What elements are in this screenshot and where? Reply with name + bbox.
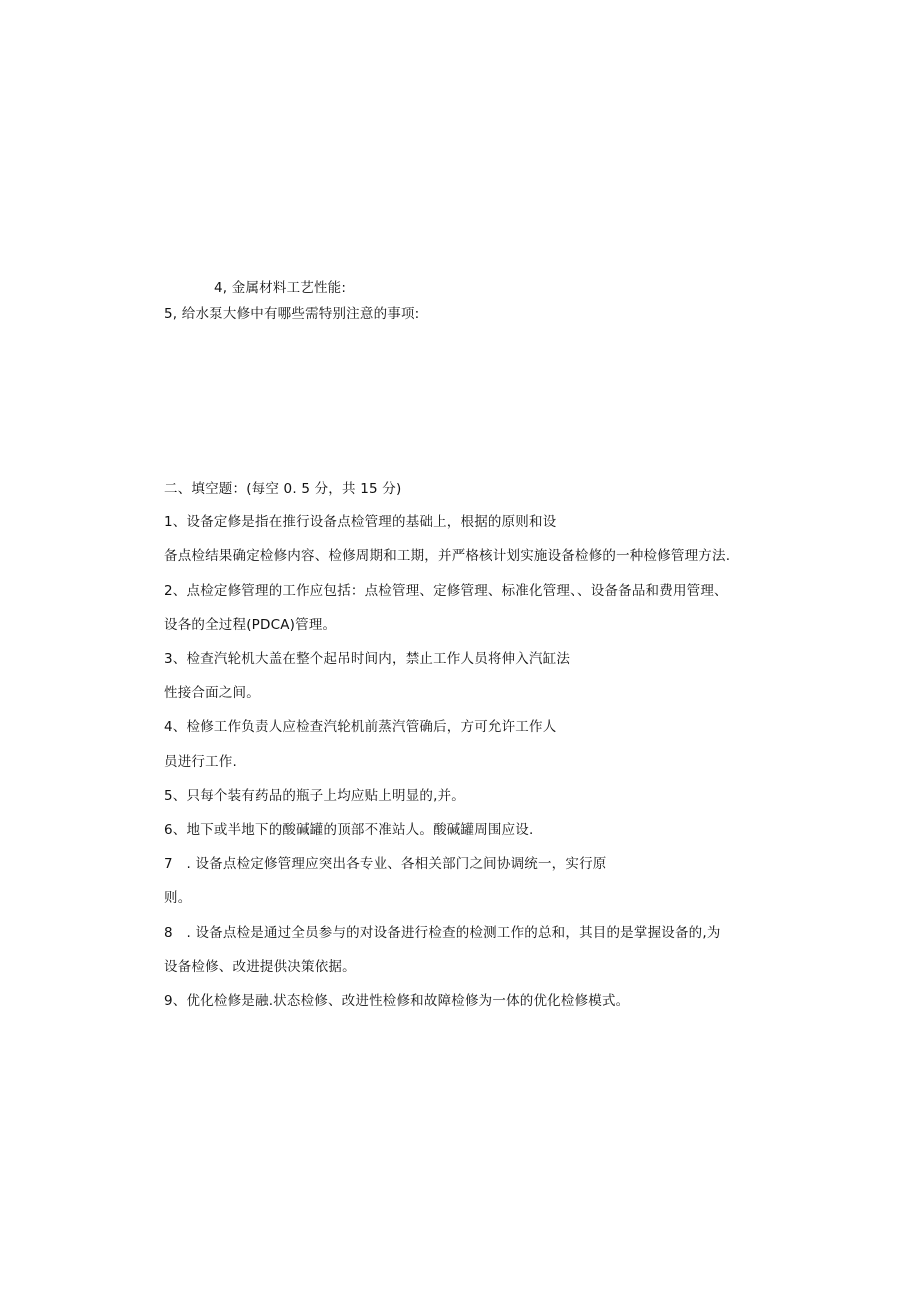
fill-blank-line: 设备检修、改进提供决策依据。 [164, 959, 356, 975]
fill-blank-line: 9、优化检修是融.状态检修、改进性检修和故障检修为一体的优化检修模式。 [164, 993, 630, 1009]
fill-blank-line: 设各的全过程(PDCA)管理。 [164, 617, 337, 633]
fill-blank-line: 2、点检定修管理的工作应包括：点检管理、定修管理、标准化管理、、设备备品和费用管理、 [164, 583, 728, 599]
fill-blank-line: 5、只每个装有药品的瓶子上均应贴上明显的,并。 [164, 788, 465, 804]
section-two-heading: 二、填空题：(每空 0. 5 分，共 15 分) [164, 481, 402, 497]
fill-blank-line: 8 . 设备点检是通过全员参与的对设备进行检查的检测工作的总和，其目的是掌握设备的,为 [164, 925, 721, 941]
fill-blank-line: 则。 [164, 890, 192, 906]
fill-blank-line: 7 . 设备点检定修管理应突出各专业、各相关部门之间协调统一，实行原 [164, 856, 607, 872]
fill-blank-line: 性接合面之间。 [164, 685, 260, 701]
fill-blank-line: 6、地下或半地下的酸碱罐的顶部不准站人。酸碱罐周围应设. [164, 822, 534, 838]
question-5-text: 5, 给水泵大修中有哪些需特别注意的事项: [164, 306, 420, 322]
question-4-text: 4, 金属材料工艺性能: [214, 280, 347, 296]
fill-blank-line: 员进行工作. [164, 754, 237, 770]
fill-blank-line: 1、设备定修是指在推行设备点检管理的基础上，根据的原则和设 [164, 514, 557, 530]
fill-blank-line: 3、检查汽轮机大盖在整个起吊时间内，禁止工作人员将伸入汽缸法 [164, 651, 571, 667]
fill-blank-line: 4、检修工作负责人应检查汽轮机前蒸汽管确后，方可允许工作人 [164, 719, 557, 735]
fill-blank-line: 备点检结果确定检修内容、检修周期和工期，并严格核计划实施设备检修的一种检修管理方法. [164, 548, 731, 564]
